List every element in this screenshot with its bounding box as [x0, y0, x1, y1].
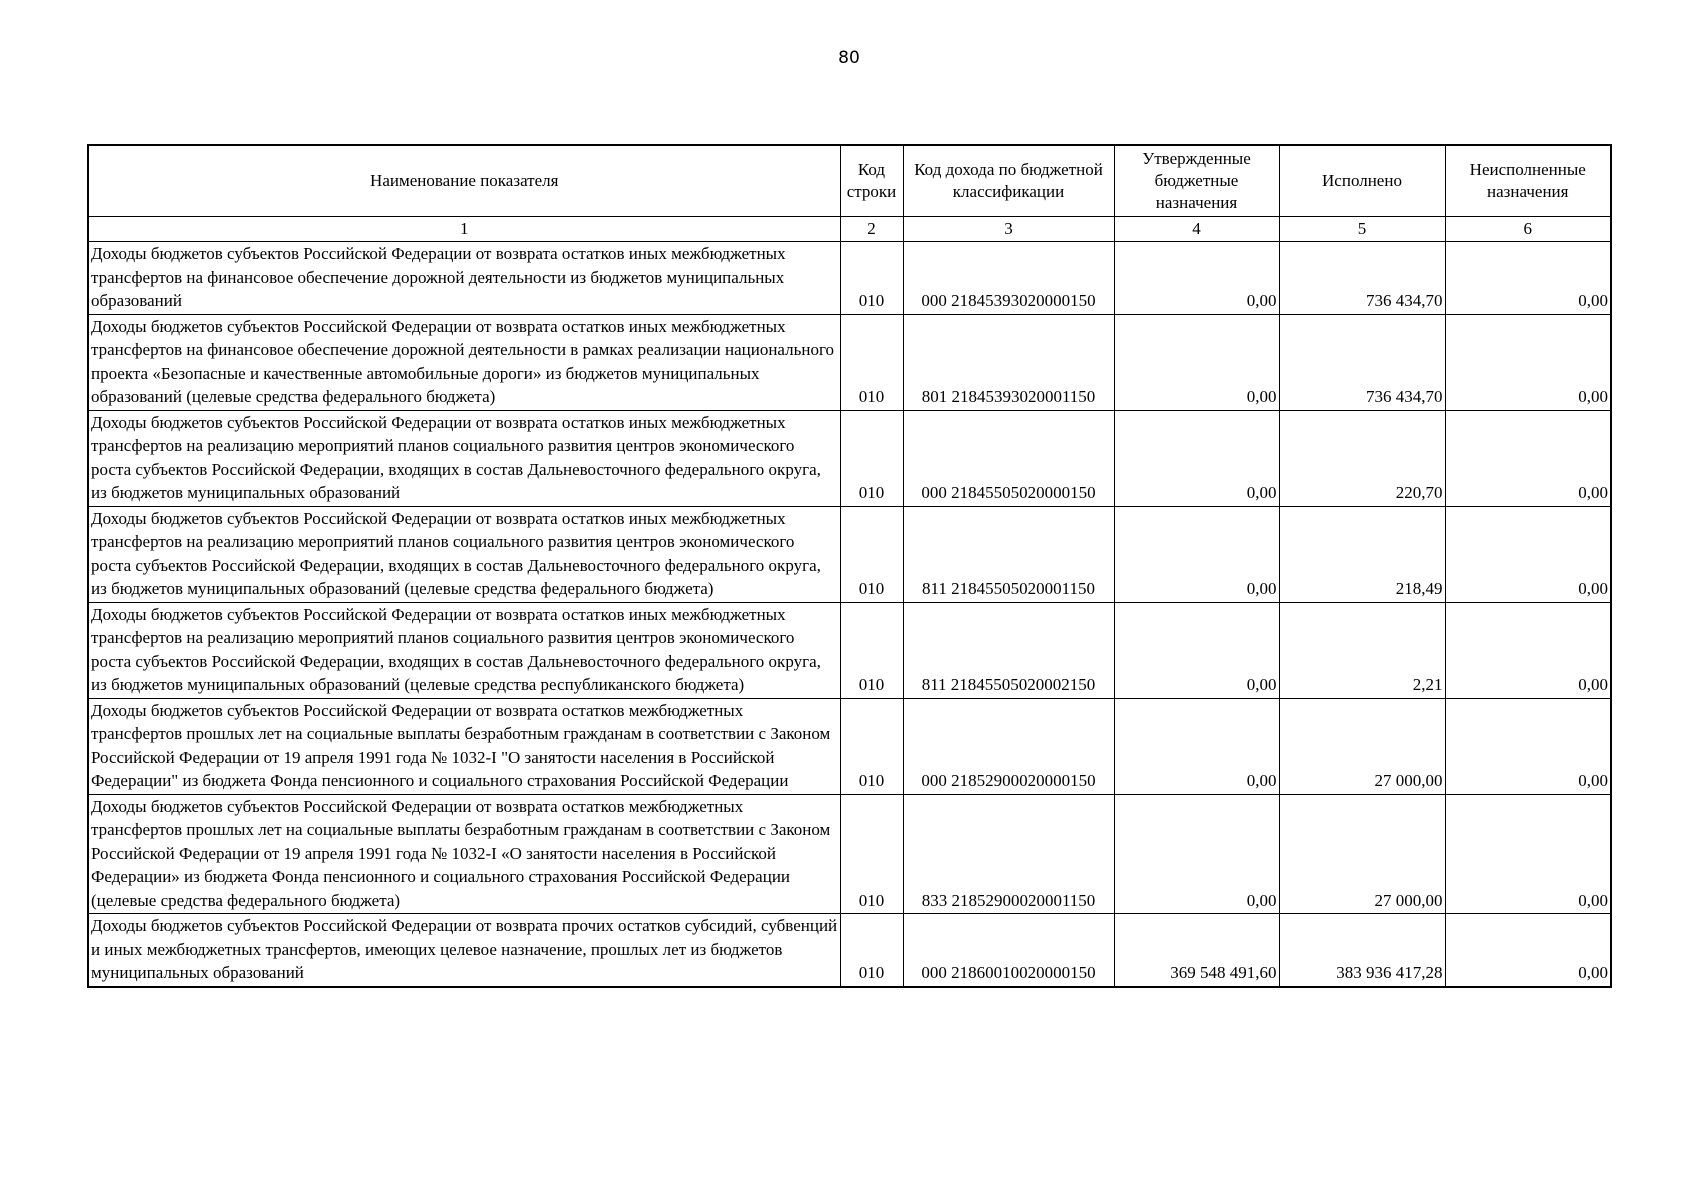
executed-amount: 220,70	[1279, 410, 1445, 506]
column-number: 5	[1279, 217, 1445, 242]
line-code: 010	[840, 914, 903, 987]
line-code: 010	[840, 506, 903, 602]
executed-amount: 27 000,00	[1279, 698, 1445, 794]
header-income-code: Код дохода по бюджетной классификации	[903, 145, 1114, 217]
header-approved: Утвержденные бюджетные назначения	[1114, 145, 1279, 217]
income-code: 811 21845505020002150	[903, 602, 1114, 698]
approved-amount: 0,00	[1114, 410, 1279, 506]
executed-amount: 736 434,70	[1279, 242, 1445, 315]
line-code: 010	[840, 242, 903, 315]
line-code: 010	[840, 698, 903, 794]
column-number: 3	[903, 217, 1114, 242]
column-number-row	[88, 217, 1611, 242]
page-number: 80	[838, 48, 860, 68]
approved-amount: 0,00	[1114, 602, 1279, 698]
table-row	[88, 410, 1611, 506]
income-code: 000 21845393020000150	[903, 242, 1114, 315]
approved-amount: 369 548 491,60	[1114, 914, 1279, 987]
indicator-name: Доходы бюджетов субъектов Российской Федерации от возврата остатков иных межбюджетных трансфертов на реализацию мероприятий планов социального развития центров экономического роста субъектов Российской Федерации, входящих в состав Дальневосточного федерального округа, из бюджетов муниципальных образований	[88, 410, 840, 506]
approved-amount: 0,00	[1114, 314, 1279, 410]
line-code: 010	[840, 602, 903, 698]
budget-report-table	[87, 144, 1612, 988]
column-number: 2	[840, 217, 903, 242]
approved-amount: 0,00	[1114, 506, 1279, 602]
table-row	[88, 314, 1611, 410]
unexecuted-amount: 0,00	[1445, 314, 1611, 410]
column-number: 4	[1114, 217, 1279, 242]
executed-amount: 736 434,70	[1279, 314, 1445, 410]
income-code: 000 21852900020000150	[903, 698, 1114, 794]
income-code: 801 21845393020001150	[903, 314, 1114, 410]
executed-amount: 2,21	[1279, 602, 1445, 698]
line-code: 010	[840, 794, 903, 914]
executed-amount: 383 936 417,28	[1279, 914, 1445, 987]
line-code: 010	[840, 410, 903, 506]
header-row	[88, 145, 1611, 217]
indicator-name: Доходы бюджетов субъектов Российской Федерации от возврата остатков иных межбюджетных трансфертов на финансовое обеспечение дорожной деятельности в рамках реализации национального проекта «Безопасные и качественные автомобильные дороги» из бюджетов муниципальных образований (целевые средства федерального бюджета)	[88, 314, 840, 410]
executed-amount: 218,49	[1279, 506, 1445, 602]
column-number: 6	[1445, 217, 1611, 242]
indicator-name: Доходы бюджетов субъектов Российской Федерации от возврата остатков иных межбюджетных трансфертов на реализацию мероприятий планов социального развития центров экономического роста субъектов Российской Федерации, входящих в состав Дальневосточного федерального округа, из бюджетов муниципальных образований (целевые средства федерального бюджета)	[88, 506, 840, 602]
table-row	[88, 914, 1611, 987]
indicator-name: Доходы бюджетов субъектов Российской Федерации от возврата остатков межбюджетных трансфертов прошлых лет на социальные выплаты безработным гражданам в соответствии с Законом Российской Федерации от 19 апреля 1991 года № 1032-I "О занятости населения в Российской Федерации" из бюджета Фонда пенсионного и социального страхования Российской Федерации	[88, 698, 840, 794]
column-number: 1	[88, 217, 840, 242]
unexecuted-amount: 0,00	[1445, 914, 1611, 987]
table-row	[88, 602, 1611, 698]
indicator-name: Доходы бюджетов субъектов Российской Федерации от возврата остатков иных межбюджетных трансфертов на реализацию мероприятий планов социального развития центров экономического роста субъектов Российской Федерации, входящих в состав Дальневосточного федерального округа, из бюджетов муниципальных образований (целевые средства республиканского бюджета)	[88, 602, 840, 698]
line-code: 010	[840, 314, 903, 410]
approved-amount: 0,00	[1114, 698, 1279, 794]
unexecuted-amount: 0,00	[1445, 602, 1611, 698]
header-line-code: Код строки	[840, 145, 903, 217]
income-code: 811 21845505020001150	[903, 506, 1114, 602]
income-code: 000 21860010020000150	[903, 914, 1114, 987]
unexecuted-amount: 0,00	[1445, 698, 1611, 794]
header-unexecuted: Неисполненные назначения	[1445, 145, 1611, 217]
approved-amount: 0,00	[1114, 794, 1279, 914]
table-row	[88, 794, 1611, 914]
unexecuted-amount: 0,00	[1445, 242, 1611, 315]
table-row	[88, 506, 1611, 602]
table-row	[88, 242, 1611, 315]
income-code: 000 21845505020000150	[903, 410, 1114, 506]
unexecuted-amount: 0,00	[1445, 794, 1611, 914]
indicator-name: Доходы бюджетов субъектов Российской Федерации от возврата остатков межбюджетных трансфертов прошлых лет на социальные выплаты безработным гражданам в соответствии с Законом Российской Федерации от 19 апреля 1991 года № 1032-I «О занятости населения в Российской Федерации» из бюджета Фонда пенсионного и социального страхования Российской Федерации (целевые средства федерального бюджета)	[88, 794, 840, 914]
executed-amount: 27 000,00	[1279, 794, 1445, 914]
table-row	[88, 698, 1611, 794]
indicator-name: Доходы бюджетов субъектов Российской Федерации от возврата остатков иных межбюджетных трансфертов на финансовое обеспечение дорожной деятельности из бюджетов муниципальных образований	[88, 242, 840, 315]
header-name: Наименование показателя	[88, 145, 840, 217]
unexecuted-amount: 0,00	[1445, 506, 1611, 602]
header-executed: Исполнено	[1279, 145, 1445, 217]
income-code: 833 21852900020001150	[903, 794, 1114, 914]
indicator-name: Доходы бюджетов субъектов Российской Федерации от возврата прочих остатков субсидий, субвенций и иных межбюджетных трансфертов, имеющих целевое назначение, прошлых лет из бюджетов муниципальных образований	[88, 914, 840, 987]
unexecuted-amount: 0,00	[1445, 410, 1611, 506]
approved-amount: 0,00	[1114, 242, 1279, 315]
